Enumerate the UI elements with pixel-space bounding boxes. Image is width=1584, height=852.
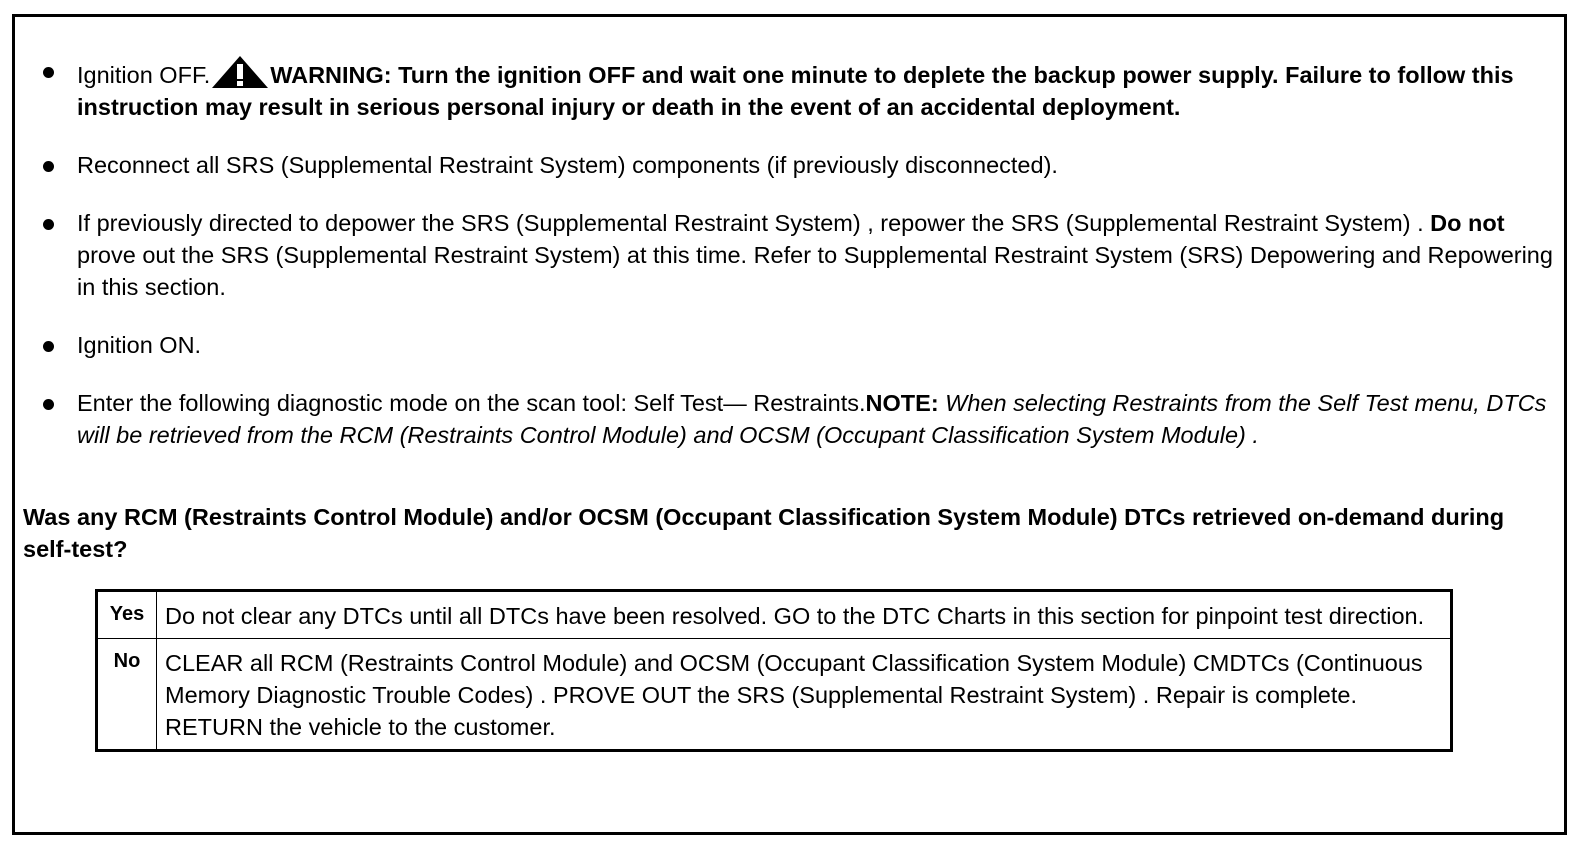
step-text-continued: prove out the SRS (Supplemental Restraint System) at this time. Refer to Supplemental Restraint System (SRS) Depowering and Repowering in this section. [77,242,1553,300]
step-text: Reconnect all SRS (Supplemental Restraint System) components (if previously disconnected). [77,152,1058,178]
bullet-icon [43,341,54,352]
step-ignition-on [15,329,1555,361]
step-text: Enter the following diagnostic mode on the scan tool: Self Test— Restraints. [77,390,866,416]
step-text: If previously directed to depower the SRS (Supplemental Restraint System) , repower the SRS (Supplemental Restraint System) . [77,210,1431,236]
answer-text-yes: Do not clear any DTCs until all DTCs have been resolved. GO to the DTC Charts in this section for pinpoint test direction. [157,591,1452,639]
step-text: Ignition ON. [77,332,202,358]
table-row [97,639,1452,751]
bullet-icon [43,399,54,410]
warning-triangle-icon [210,55,270,89]
answer-key-no: No [97,639,157,751]
step-list [15,55,1555,477]
bullet-icon [43,219,54,230]
answer-text-no: CLEAR all RCM (Restraints Control Module) and OCSM (Occupant Classification System Module) CMDTCs (Continuous Memory Diagnostic Trouble Codes) . PROVE OUT the SRS (Supplemental Restraint System) . Repair is complete. RETURN the vehicle to the customer. [157,639,1452,751]
bullet-icon [43,161,54,172]
step-repower [15,207,1555,303]
step-text: Ignition OFF. [77,62,211,88]
warning-label: WARNING: [270,62,392,88]
diagnostic-question: Was any RCM (Restraints Control Module) and/or OCSM (Occupant Classification System Module) DTCs retrieved on-demand during self-test? [23,504,1505,562]
table-row [97,591,1452,639]
step-self-test [15,387,1555,451]
warning-text: Turn the ignition OFF and wait one minute to deplete the backup power supply. Failure to follow this instruction may result in serious personal injury or death in the event of an accidental deployment. [77,62,1514,120]
note-label: NOTE: [865,390,939,416]
step-ignition-off [15,55,1555,123]
step-emphasis: Do not [1430,210,1505,236]
note-text: When selecting Restraints from the Self Test menu, DTCs will be retrieved from the RCM (Restraints Control Module) and OCSM (Occupant Classification System Module) . [77,390,1547,448]
bullet-icon [43,67,54,78]
answer-table [95,589,1453,752]
step-reconnect [15,149,1555,181]
procedure-frame [12,14,1567,835]
answer-key-yes: Yes [97,591,157,639]
